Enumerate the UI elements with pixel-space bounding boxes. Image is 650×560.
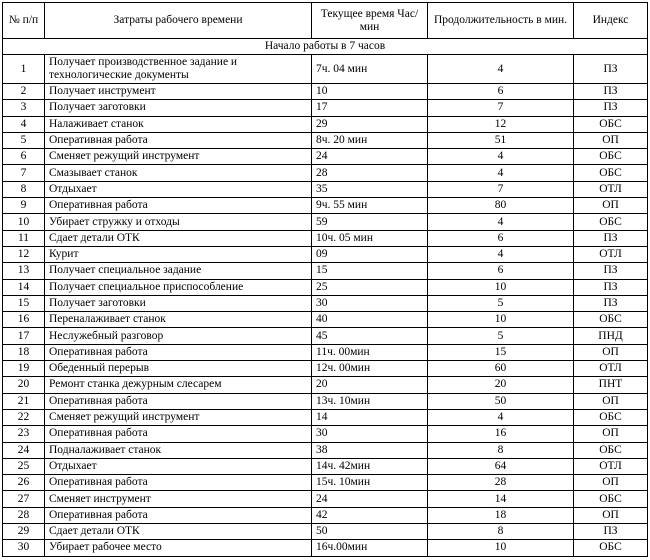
table-row bbox=[3, 344, 648, 360]
row-duration: 8 bbox=[428, 524, 574, 540]
table-row bbox=[3, 442, 648, 458]
table-row bbox=[3, 524, 648, 540]
row-index: ОБС bbox=[574, 214, 648, 230]
table-row bbox=[3, 458, 648, 474]
row-task: Неслужебный разговор bbox=[45, 328, 312, 344]
row-number: 28 bbox=[3, 507, 45, 523]
row-time: 29 bbox=[312, 116, 428, 132]
row-duration: 4 bbox=[428, 149, 574, 165]
row-task: Оперативная работа bbox=[45, 393, 312, 409]
row-number: 11 bbox=[3, 230, 45, 246]
row-duration: 14 bbox=[428, 491, 574, 507]
row-task: Курит bbox=[45, 246, 312, 262]
table-row bbox=[3, 230, 648, 246]
row-number: 12 bbox=[3, 246, 45, 262]
row-number: 13 bbox=[3, 263, 45, 279]
row-number: 17 bbox=[3, 328, 45, 344]
row-number: 8 bbox=[3, 181, 45, 197]
table-row bbox=[3, 507, 648, 523]
table-row bbox=[3, 116, 648, 132]
row-time: 10ч. 05 мин bbox=[312, 230, 428, 246]
row-number: 30 bbox=[3, 540, 45, 556]
row-index: ОТЛ bbox=[574, 361, 648, 377]
row-task: Сменяет режущий инструмент bbox=[45, 409, 312, 425]
table-row bbox=[3, 540, 648, 556]
row-index: ПНД bbox=[574, 328, 648, 344]
row-task: Оперативная работа bbox=[45, 132, 312, 148]
header-number: № п/п bbox=[3, 3, 45, 39]
row-task: Оперативная работа bbox=[45, 475, 312, 491]
row-index: ПЗ bbox=[574, 295, 648, 311]
table-header-row bbox=[3, 3, 648, 39]
row-task: Переналаживает станок bbox=[45, 312, 312, 328]
table-row bbox=[3, 100, 648, 116]
row-time: 14ч. 42мин bbox=[312, 458, 428, 474]
row-duration: 7 bbox=[428, 100, 574, 116]
row-number: 4 bbox=[3, 116, 45, 132]
header-duration: Продолжительность в мин. bbox=[428, 3, 574, 39]
row-index: ПЗ bbox=[574, 263, 648, 279]
row-task: Обеденный перерыв bbox=[45, 361, 312, 377]
row-number: 26 bbox=[3, 475, 45, 491]
row-time: 25 bbox=[312, 279, 428, 295]
row-index: ОБС bbox=[574, 149, 648, 165]
row-number: 23 bbox=[3, 426, 45, 442]
row-number: 27 bbox=[3, 491, 45, 507]
row-number: 20 bbox=[3, 377, 45, 393]
row-duration: 50 bbox=[428, 393, 574, 409]
row-number: 19 bbox=[3, 361, 45, 377]
row-index: ПЗ bbox=[574, 55, 648, 84]
row-duration: 10 bbox=[428, 279, 574, 295]
table-row bbox=[3, 132, 648, 148]
table-row bbox=[3, 181, 648, 197]
row-index: ОП bbox=[574, 344, 648, 360]
row-number: 29 bbox=[3, 524, 45, 540]
row-number: 9 bbox=[3, 198, 45, 214]
row-number: 25 bbox=[3, 458, 45, 474]
row-duration: 18 bbox=[428, 507, 574, 523]
row-duration: 60 bbox=[428, 361, 574, 377]
row-index: ОБС bbox=[574, 409, 648, 425]
row-task: Сдает детали ОТК bbox=[45, 524, 312, 540]
table-row bbox=[3, 295, 648, 311]
row-time: 42 bbox=[312, 507, 428, 523]
row-duration: 4 bbox=[428, 55, 574, 84]
row-task: Получает производственное задание и технологические документы bbox=[45, 55, 312, 84]
row-duration: 6 bbox=[428, 263, 574, 279]
table-row bbox=[3, 491, 648, 507]
row-index: ОТЛ bbox=[574, 458, 648, 474]
row-time: 10 bbox=[312, 84, 428, 100]
row-duration: 6 bbox=[428, 230, 574, 246]
row-index: ОТЛ bbox=[574, 246, 648, 262]
row-duration: 80 bbox=[428, 198, 574, 214]
row-time: 8ч. 20 мин bbox=[312, 132, 428, 148]
row-duration: 4 bbox=[428, 214, 574, 230]
row-task: Оперативная работа bbox=[45, 507, 312, 523]
table-row bbox=[3, 214, 648, 230]
row-index: ОП bbox=[574, 475, 648, 491]
row-number: 3 bbox=[3, 100, 45, 116]
header-task: Затраты рабочего времени bbox=[45, 3, 312, 39]
row-number: 22 bbox=[3, 409, 45, 425]
row-index: ПЗ bbox=[574, 524, 648, 540]
row-duration: 28 bbox=[428, 475, 574, 491]
row-time: 20 bbox=[312, 377, 428, 393]
row-index: ОБС bbox=[574, 491, 648, 507]
row-duration: 20 bbox=[428, 377, 574, 393]
row-task: Отдыхает bbox=[45, 458, 312, 474]
table-row bbox=[3, 328, 648, 344]
table-row bbox=[3, 198, 648, 214]
row-duration: 6 bbox=[428, 84, 574, 100]
row-number: 6 bbox=[3, 149, 45, 165]
row-index: ПЗ bbox=[574, 100, 648, 116]
row-task: Оперативная работа bbox=[45, 198, 312, 214]
table-row bbox=[3, 409, 648, 425]
row-index: ОП bbox=[574, 426, 648, 442]
table-row bbox=[3, 84, 648, 100]
table-row bbox=[3, 426, 648, 442]
table-row bbox=[3, 149, 648, 165]
row-duration: 5 bbox=[428, 328, 574, 344]
row-task: Оперативная работа bbox=[45, 426, 312, 442]
row-time: 28 bbox=[312, 165, 428, 181]
table-row bbox=[3, 55, 648, 84]
row-time: 15ч. 10мин bbox=[312, 475, 428, 491]
header-time: Текущее время Час/мин bbox=[312, 3, 428, 39]
row-duration: 7 bbox=[428, 181, 574, 197]
row-time: 24 bbox=[312, 491, 428, 507]
row-task: Смазывает станок bbox=[45, 165, 312, 181]
row-task: Убирает стружку и отходы bbox=[45, 214, 312, 230]
row-time: 09 bbox=[312, 246, 428, 262]
row-duration: 4 bbox=[428, 165, 574, 181]
row-index: ПЗ bbox=[574, 279, 648, 295]
row-time: 14 bbox=[312, 409, 428, 425]
row-time: 24 bbox=[312, 149, 428, 165]
row-duration: 10 bbox=[428, 312, 574, 328]
row-duration: 10 bbox=[428, 540, 574, 556]
row-time: 13ч. 10мин bbox=[312, 393, 428, 409]
row-index: ПЗ bbox=[574, 230, 648, 246]
row-task: Сдает детали ОТК bbox=[45, 230, 312, 246]
row-index: ПНТ bbox=[574, 377, 648, 393]
row-duration: 4 bbox=[428, 246, 574, 262]
row-time: 45 bbox=[312, 328, 428, 344]
row-index: ПЗ bbox=[574, 84, 648, 100]
row-index: ОБС bbox=[574, 312, 648, 328]
row-duration: 15 bbox=[428, 344, 574, 360]
row-task: Получает специальное задание bbox=[45, 263, 312, 279]
table-row bbox=[3, 377, 648, 393]
row-time: 15 bbox=[312, 263, 428, 279]
row-time: 35 bbox=[312, 181, 428, 197]
row-task: Убирает рабочее место bbox=[45, 540, 312, 556]
row-index: ОБС bbox=[574, 540, 648, 556]
table-row bbox=[3, 361, 648, 377]
row-number: 24 bbox=[3, 442, 45, 458]
row-duration: 4 bbox=[428, 409, 574, 425]
table-row bbox=[3, 312, 648, 328]
row-time: 30 bbox=[312, 426, 428, 442]
row-index: ОП bbox=[574, 393, 648, 409]
row-number: 18 bbox=[3, 344, 45, 360]
timing-table bbox=[2, 2, 648, 557]
row-time: 9ч. 55 мин bbox=[312, 198, 428, 214]
row-duration: 5 bbox=[428, 295, 574, 311]
row-task: Получает инструмент bbox=[45, 84, 312, 100]
row-time: 7ч. 04 мин bbox=[312, 55, 428, 84]
row-task: Получает заготовки bbox=[45, 100, 312, 116]
section-title: Начало работы в 7 часов bbox=[3, 39, 648, 55]
row-duration: 16 bbox=[428, 426, 574, 442]
row-number: 7 bbox=[3, 165, 45, 181]
row-task: Подналаживает станок bbox=[45, 442, 312, 458]
row-index: ОТЛ bbox=[574, 181, 648, 197]
row-time: 12ч. 00мин bbox=[312, 361, 428, 377]
row-number: 14 bbox=[3, 279, 45, 295]
row-number: 15 bbox=[3, 295, 45, 311]
row-time: 17 bbox=[312, 100, 428, 116]
row-duration: 8 bbox=[428, 442, 574, 458]
table-row bbox=[3, 165, 648, 181]
row-time: 16ч.00мин bbox=[312, 540, 428, 556]
row-task: Ремонт станка дежурным слесарем bbox=[45, 377, 312, 393]
row-task: Оперативная работа bbox=[45, 344, 312, 360]
row-number: 10 bbox=[3, 214, 45, 230]
row-task: Налаживает станок bbox=[45, 116, 312, 132]
row-number: 21 bbox=[3, 393, 45, 409]
row-index: ОБС bbox=[574, 116, 648, 132]
table-row bbox=[3, 393, 648, 409]
table-row bbox=[3, 475, 648, 491]
table-row bbox=[3, 246, 648, 262]
row-time: 11ч. 00мин bbox=[312, 344, 428, 360]
row-duration: 64 bbox=[428, 458, 574, 474]
table-row bbox=[3, 279, 648, 295]
row-task: Получает заготовки bbox=[45, 295, 312, 311]
header-index: Индекс bbox=[574, 3, 648, 39]
row-index: ОБС bbox=[574, 442, 648, 458]
row-time: 40 bbox=[312, 312, 428, 328]
row-time: 50 bbox=[312, 524, 428, 540]
row-task: Отдыхает bbox=[45, 181, 312, 197]
row-task: Сменяет инструмент bbox=[45, 491, 312, 507]
row-task: Получает специальное приспособление bbox=[45, 279, 312, 295]
row-task: Сменяет режущий инструмент bbox=[45, 149, 312, 165]
row-number: 1 bbox=[3, 55, 45, 84]
row-index: ОП bbox=[574, 198, 648, 214]
row-duration: 51 bbox=[428, 132, 574, 148]
row-number: 5 bbox=[3, 132, 45, 148]
row-time: 30 bbox=[312, 295, 428, 311]
row-number: 16 bbox=[3, 312, 45, 328]
row-index: ОП bbox=[574, 507, 648, 523]
row-duration: 12 bbox=[428, 116, 574, 132]
section-row bbox=[3, 39, 648, 55]
row-time: 38 bbox=[312, 442, 428, 458]
row-number: 2 bbox=[3, 84, 45, 100]
row-time: 59 bbox=[312, 214, 428, 230]
row-index: ОБС bbox=[574, 165, 648, 181]
row-index: ОП bbox=[574, 132, 648, 148]
table-row bbox=[3, 263, 648, 279]
